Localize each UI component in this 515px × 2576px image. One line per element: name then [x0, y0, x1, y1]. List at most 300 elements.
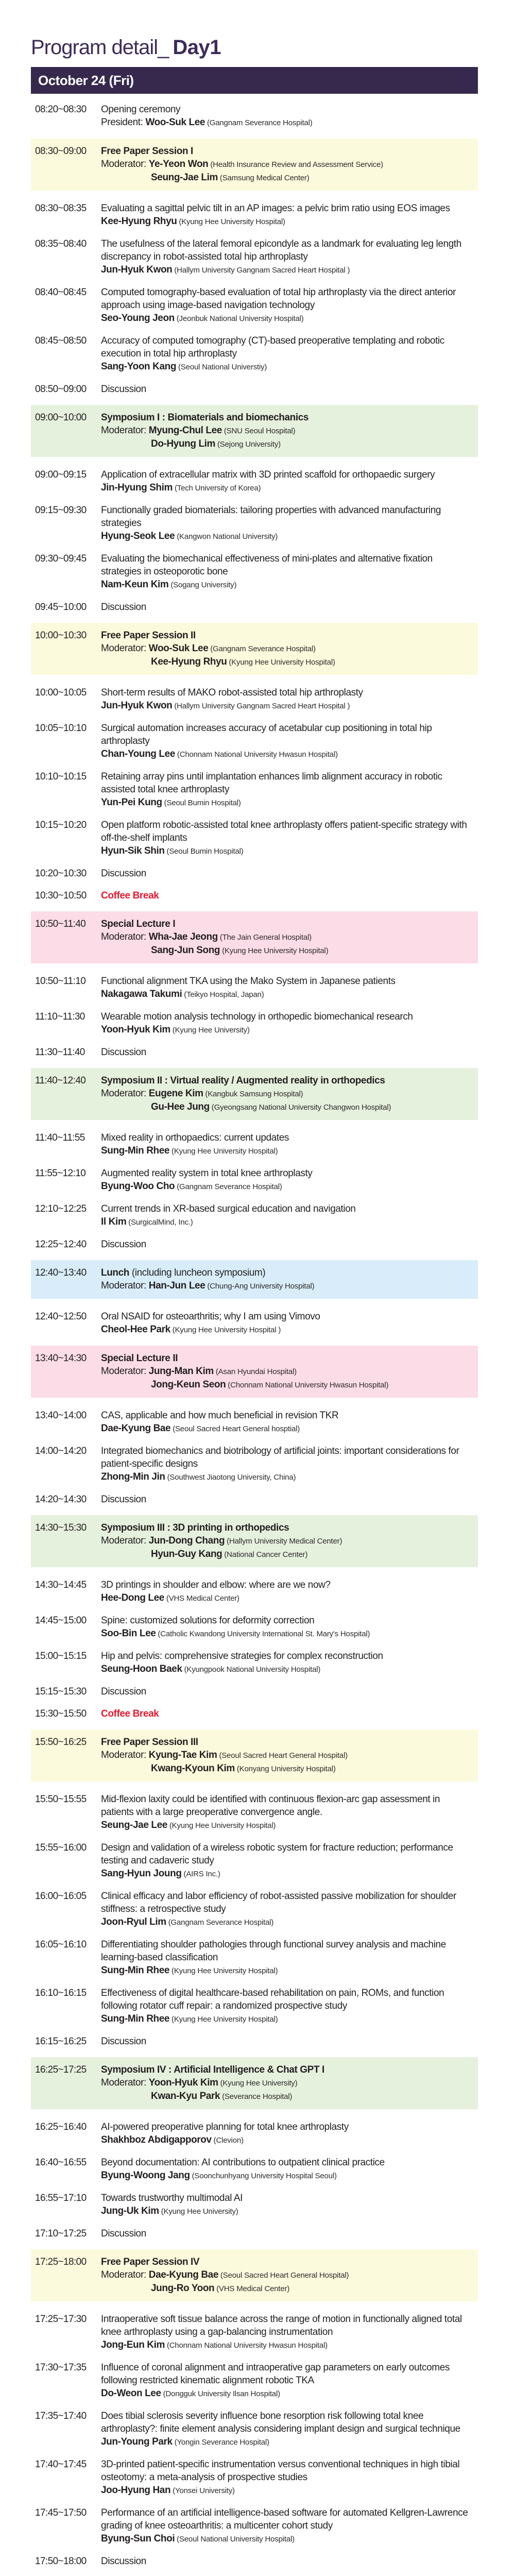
person-affiliation: (Kyung Hee University Hospital)	[169, 2015, 278, 2024]
row-content	[101, 1890, 478, 1929]
row-content	[101, 1614, 478, 1640]
moderator-line	[101, 1749, 475, 1762]
person-affiliation: (VHS Medical Center)	[214, 2284, 290, 2293]
person-name: Jung-Ro Yoon	[151, 2283, 215, 2294]
row-content	[101, 2410, 478, 2449]
time-range: 10:50~11:40	[35, 919, 86, 929]
time-range: 08:35~08:40	[35, 239, 87, 249]
row-content	[101, 629, 478, 669]
person-affiliation: (Sogang University)	[168, 581, 237, 589]
speaker-line	[101, 988, 475, 1001]
row-content	[101, 2361, 478, 2400]
person-name: Jun-Hyuk Kwon	[101, 700, 173, 711]
person-name: Yoon-Hyuk Kim	[148, 2077, 218, 2088]
moderator-line	[101, 2076, 475, 2090]
talk-title: Influence of coronal alignment and intraoperative gap parameters on early outcomes following restricted kinematic alignment robotic TKA	[101, 2362, 450, 2386]
person-name: Seo-Young Jeon	[101, 313, 175, 324]
person-name: Woo-Suk Lee	[148, 643, 209, 654]
coffee-break-label: Coffee Break	[101, 890, 159, 901]
time-range: 16:40~16:55	[35, 2157, 87, 2168]
person-affiliation: (Chonnam National University Hwasun Hospital)	[226, 1381, 389, 1389]
person-name: Sang-Yoon Kang	[101, 361, 177, 372]
person-affiliation: (Samsung Medical Center)	[217, 174, 310, 182]
person-affiliation: (Yongin Severance Hospital)	[172, 2438, 269, 2447]
session-title-text: Symposium IV : Artificial Intelligence & Chat GPT I	[101, 2064, 324, 2075]
time-range: 15:30~15:50	[35, 1708, 87, 1719]
person-affiliation: (Kyung Hee University Hospital)	[220, 946, 329, 955]
person-name: Joo-Hyung Han	[101, 2485, 171, 2496]
person-name: Wha-Jae Jeong	[148, 931, 218, 942]
schedule-row	[31, 1202, 478, 1229]
time-range: 08:40~08:45	[35, 287, 87, 298]
person-affiliation: (Kyung Hee University Hospital)	[169, 1967, 278, 1975]
row-content	[101, 1131, 478, 1158]
speaker-line	[101, 1100, 475, 1114]
moderator-line	[101, 642, 475, 655]
session-title	[101, 2063, 475, 2076]
person-name: Do-Weon Lee	[101, 2388, 161, 2399]
time-range: 12:40~13:40	[35, 1267, 87, 1278]
schedule-row	[31, 238, 478, 277]
schedule-row	[31, 1987, 478, 2026]
person-affiliation: (Sejong University)	[215, 440, 281, 449]
person-name: Shakhboz Abdigapporov	[101, 2134, 212, 2145]
person-affiliation: (Soonchunhyang University Hospital Seoul)	[190, 2172, 337, 2180]
schedule-row	[31, 819, 478, 858]
row-content	[101, 286, 478, 325]
person-role-prefix: Moderator:	[101, 1535, 149, 1546]
person-affiliation: (Hallym University Gangnam Sacred Heart Hospital )	[172, 266, 350, 275]
time-range: 15:00~15:15	[35, 1651, 87, 1662]
time-range: 10:30~10:50	[35, 890, 87, 901]
person-name: Hyun-Guy Kang	[151, 1549, 222, 1560]
person-affiliation: (Southwest Jiaotong University, China)	[165, 1473, 296, 1482]
talk-title: Short-term results of MAKO robot-assisted total hip arthroplasty	[101, 687, 363, 698]
person-affiliation: (Gangnam Severance Hospital)	[166, 1918, 274, 1927]
person-affiliation: (Chonnam National University Hwasun Hospital)	[164, 2341, 328, 2350]
talk-title: Beyond documentation: AI contributions to outpatient clinical practice	[101, 2157, 385, 2168]
talk-title: Evaluating the biomechanical effectiveness of mini-plates and alternative fixation strategies in osteoporotic bone	[101, 553, 433, 577]
person-name: Byung-Woong Jang	[101, 2170, 190, 2181]
row-content	[101, 975, 478, 1001]
time-range: 14:00~14:20	[35, 1446, 87, 1456]
person-role-prefix: Moderator:	[101, 425, 149, 436]
row-content	[101, 2506, 478, 2546]
person-name: Yun-Pei Kung	[101, 797, 162, 808]
row-content	[101, 1445, 478, 1484]
person-affiliation: (Hallym University Gangnam Sacred Heart Hospital )	[172, 702, 350, 710]
session-block-row	[31, 1346, 478, 1398]
schedule-row	[31, 334, 478, 374]
person-affiliation: (Jeonbuk National University Hospital)	[174, 314, 304, 323]
talk-title: Application of extracellular matrix with 3D printed scaffold for orthopaedic surgery	[101, 469, 435, 480]
person-name: Cheol-Hee Park	[101, 1324, 170, 1335]
person-affiliation: (Seoul Sacred Heart General Hospital)	[217, 1751, 348, 1760]
session-title-text: Free Paper Session III	[101, 1737, 198, 1748]
row-content	[101, 1167, 478, 1193]
schedule-row	[31, 1493, 478, 1506]
schedule-row	[31, 2555, 478, 2568]
talk-title: Intraoperative soft tissue balance across the range of motion in functionally aligned total knee arthroplasty using a gap-balancing instrumentation	[101, 2314, 462, 2337]
person-name: Kee-Hyung Rhyu	[101, 216, 177, 227]
schedule-row	[31, 1010, 478, 1037]
talk-title: 3D printings in shoulder and elbow: where are we now?	[101, 1580, 331, 1590]
person-affiliation: (Severance Hospital)	[220, 2092, 293, 2101]
person-affiliation: (Catholic Kwandong University International St. Mary's Hospital)	[156, 1630, 370, 1638]
schedule-row	[31, 103, 478, 129]
time-range: 15:50~15:55	[35, 1794, 87, 1805]
speaker-line	[101, 2435, 475, 2449]
talk-title: Opening ceremony	[101, 104, 181, 115]
person-affiliation: (Kangwon National University)	[175, 532, 278, 541]
person-affiliation: (Seoul Sacred Heart General Hospital)	[218, 2271, 349, 2280]
row-content	[101, 468, 478, 495]
time-range: 17:50~18:00	[35, 2556, 87, 2567]
time-range: 16:10~16:15	[35, 1988, 87, 1998]
talk-title: Discussion	[101, 868, 146, 879]
session-title	[101, 2256, 475, 2268]
time-range: 17:35~17:40	[35, 2411, 87, 2421]
time-range: 09:15~09:30	[35, 505, 87, 516]
person-name: Seung-Jae Lim	[151, 172, 218, 183]
person-name: Chan-Young Lee	[101, 749, 175, 759]
time-range: 15:15~15:30	[35, 1686, 87, 1697]
person-name: Seung-Jae Lee	[101, 1820, 167, 1831]
schedule-row	[31, 1938, 478, 1977]
row-content	[101, 504, 478, 543]
person-name: Soo-Bin Lee	[101, 1628, 156, 1639]
session-block-row	[31, 1730, 478, 1782]
session-block-row	[31, 1260, 478, 1299]
person-affiliation: (Chung-Ang University Hospital)	[205, 1282, 315, 1291]
schedule-row	[31, 1167, 478, 1193]
session-block-row	[31, 1515, 478, 1567]
person-affiliation: (Kyungpook National University Hospital)	[182, 1665, 321, 1674]
person-name: Sang-Jun Song	[151, 945, 220, 956]
time-range: 14:20~14:30	[35, 1494, 87, 1505]
moderator-line	[101, 1365, 475, 1378]
row-content	[101, 1736, 478, 1775]
talk-title: CAS, applicable and how much beneficial in revision TKR	[101, 1410, 339, 1421]
time-range: 10:15~10:20	[35, 820, 87, 831]
person-name: Hyun-Sik Shin	[101, 845, 165, 856]
schedule-row	[31, 2361, 478, 2400]
time-range: 15:50~16:25	[35, 1737, 87, 1748]
talk-title: Discussion	[101, 384, 146, 395]
row-content	[101, 145, 478, 184]
person-name: Kwan-Kyu Park	[151, 2091, 220, 2102]
time-range: 08:45~08:50	[35, 335, 87, 346]
talk-title: Evaluating a sagittal pelvic tilt in an AP images: a pelvic brim ratio using EOS images	[101, 203, 450, 214]
person-affiliation: (Kyung Hee University Hospital)	[177, 217, 285, 226]
row-content	[101, 2458, 478, 2497]
schedule-row	[31, 2035, 478, 2048]
speaker-line	[101, 578, 475, 591]
person-affiliation: (Kyung Hee University Hospital)	[227, 658, 335, 667]
session-title-text: Free Paper Session IV	[101, 2257, 200, 2267]
page-title-regular: Program detail_	[31, 36, 169, 59]
time-range: 17:30~17:35	[35, 2362, 87, 2373]
speaker-line	[101, 2338, 475, 2352]
time-range: 09:00~10:00	[35, 412, 87, 423]
session-block-row	[31, 1068, 478, 1120]
schedule-row	[31, 2313, 478, 2352]
page-title	[31, 0, 478, 59]
session-title	[101, 629, 475, 642]
talk-title: AI-powered preoperative planning for total knee arthroplasty	[101, 2122, 349, 2132]
session-title	[101, 918, 475, 930]
talk-title: Discussion	[101, 1239, 146, 1250]
talk-title: 3D-printed patient-specific instrumentation versus conventional techniques in high tibial osteotomy: a meta-analysis of prospective studies	[101, 2459, 460, 2483]
row-content	[101, 1707, 478, 1720]
page-title-day: Day1	[173, 36, 221, 59]
person-affiliation: (VHS Medical Center)	[164, 1594, 239, 1603]
talk-title: Open platform robotic-assisted total knee arthroplasty offers patient-specific strategy with off-the-shelf implants	[101, 820, 467, 843]
row-content	[101, 238, 478, 277]
session-block-row	[31, 2249, 478, 2301]
person-name: Jung-Uk Kim	[101, 2206, 159, 2216]
person-name: Myung-Chul Lee	[148, 425, 222, 436]
person-affiliation: (Teikyo Hospital, Japan)	[182, 990, 264, 999]
row-content	[101, 411, 478, 451]
speaker-line	[101, 1180, 475, 1193]
person-name: Sang-Hyun Joung	[101, 1868, 182, 1879]
person-role-prefix: Moderator:	[101, 2077, 149, 2088]
schedule-row	[31, 889, 478, 902]
row-content	[101, 686, 478, 713]
time-range: 16:25~17:25	[35, 2064, 87, 2075]
schedule-row	[31, 1238, 478, 1251]
time-range: 10:00~10:05	[35, 687, 87, 698]
speaker-line	[101, 1023, 475, 1037]
person-name: Yoon-Hyuk Kim	[101, 1024, 170, 1035]
person-name: Jun-Dong Chang	[148, 1535, 225, 1546]
row-content	[101, 2313, 478, 2352]
person-role-prefix: Moderator:	[101, 931, 149, 942]
speaker-line	[101, 748, 475, 761]
row-content	[101, 722, 478, 761]
session-title	[101, 1736, 475, 1749]
person-affiliation: (Gangnam Severance Hospital)	[205, 118, 313, 127]
time-range: 11:40~11:55	[35, 1132, 85, 1143]
moderator-line	[101, 1534, 475, 1548]
row-content	[101, 601, 478, 614]
schedule-row	[31, 468, 478, 495]
speaker-line	[101, 263, 475, 277]
row-content	[101, 2035, 478, 2048]
schedule-row	[31, 1685, 478, 1698]
row-content	[101, 889, 478, 902]
speaker-line	[101, 1470, 475, 1484]
session-title-text: Symposium III : 3D printing in orthopedics	[101, 1522, 289, 1533]
content-area	[31, 0, 478, 2568]
session-block-row	[31, 405, 478, 457]
time-range: 16:55~17:10	[35, 2193, 87, 2204]
row-content	[101, 103, 478, 129]
speaker-line	[101, 2387, 475, 2400]
person-affiliation: (Seoul Sacred Heart General hosptial)	[170, 1425, 300, 1433]
person-name: Il Kim	[101, 1216, 127, 1227]
session-block-row	[31, 139, 478, 191]
schedule-row	[31, 1793, 478, 1832]
talk-title: Clinical efficacy and labor efficiency of robot-assisted passive mobilization for shoulder stiffness: a retrospective study	[101, 1891, 456, 1914]
row-content	[101, 1493, 478, 1506]
session-block-row	[31, 623, 478, 675]
time-range: 14:30~15:30	[35, 1522, 87, 1533]
schedule-row	[31, 867, 478, 880]
time-range: 10:05~10:10	[35, 723, 87, 734]
time-range: 10:50~11:10	[35, 976, 86, 987]
row-content	[101, 1409, 478, 1435]
moderator-line	[101, 424, 475, 437]
row-content	[101, 1010, 478, 1037]
talk-title: Design and validation of a wireless robotic system for fracture reduction; performance testing and cadaveric study	[101, 1842, 453, 1866]
row-content	[101, 770, 478, 809]
talk-title: Augmented reality system in total knee arthroplasty	[101, 1168, 313, 1179]
person-name: Byung-Sun Choi	[101, 2533, 175, 2544]
talk-title: Wearable motion analysis technology in orthopedic biomechanical research	[101, 1011, 413, 1022]
person-affiliation: (Clevion)	[211, 2136, 244, 2145]
row-content	[101, 1266, 478, 1293]
person-name: Sung-Min Rhee	[101, 1145, 170, 1156]
schedule-row	[31, 1445, 478, 1484]
schedule-row	[31, 1131, 478, 1158]
schedule-row	[31, 1841, 478, 1880]
schedule-row	[31, 1614, 478, 1640]
schedule-row	[31, 1046, 478, 1059]
talk-title: Mid-flexion laxity could be identified with continuous flexion-arc gap assessment in patients with a large preoperative convergence angle.	[101, 1794, 440, 1818]
talk-title: Discussion	[101, 1686, 146, 1697]
person-name: Joon-Ryul Lim	[101, 1917, 166, 1927]
person-name: Zhong-Min Jin	[101, 1471, 165, 1482]
schedule-row	[31, 2121, 478, 2147]
person-name: Jong-Keun Seon	[151, 1379, 226, 1390]
person-affiliation: (Kyung Hee University Hospital)	[167, 1821, 276, 1830]
person-name: Eugene Kim	[148, 1088, 203, 1099]
talk-title: Functional alignment TKA using the Mako System in Japanese patients	[101, 976, 396, 987]
time-range: 13:40~14:30	[35, 1353, 87, 1364]
person-name: Jun-Young Park	[101, 2436, 173, 2447]
person-name: Nakagawa Takumi	[101, 989, 182, 999]
schedule-row	[31, 1890, 478, 1929]
person-affiliation: (Asan Hyundai Hospital)	[213, 1367, 297, 1376]
person-affiliation: (Konyang University Hospital)	[234, 1765, 336, 1773]
time-range: 12:10~12:25	[35, 1204, 87, 1214]
time-range: 16:25~16:40	[35, 2122, 87, 2132]
session-title-text: Symposium II : Virtual reality / Augmented reality in orthopedics	[101, 1075, 385, 1086]
session-title-text: Symposium I : Biomaterials and biomechanics	[101, 412, 309, 423]
person-affiliation: (Gyeongsang National University Changwon Hospital)	[209, 1103, 391, 1112]
person-affiliation: (Kyung Hee University)	[218, 2079, 298, 2088]
person-name: Sung-Min Rhee	[101, 1965, 170, 1976]
time-range: 17:45~17:50	[35, 2507, 87, 2518]
person-affiliation: (Seoul Bumin Hospital)	[162, 799, 241, 807]
person-name: Do-Hyung Lim	[151, 438, 216, 449]
row-content	[101, 1074, 478, 1114]
coffee-break-label: Coffee Break	[101, 1708, 159, 1719]
time-range: 09:00~09:15	[35, 469, 87, 480]
schedule-row	[31, 202, 478, 228]
person-role-prefix: Moderator:	[101, 159, 149, 170]
time-range: 08:20~08:30	[35, 104, 87, 115]
speaker-line	[101, 360, 475, 374]
speaker-line	[101, 1144, 475, 1158]
time-range: 12:40~12:50	[35, 1311, 87, 1322]
time-range: 12:25~12:40	[35, 1239, 87, 1250]
person-affiliation: (Gangnam Severance Hospital)	[208, 645, 316, 653]
person-name: Kee-Hyung Rhyu	[151, 656, 227, 667]
session-title	[101, 1352, 475, 1365]
row-content	[101, 867, 478, 880]
time-range: 16:00~16:05	[35, 1891, 87, 1902]
session-title-text: Special Lecture I	[101, 919, 176, 929]
speaker-line	[101, 2282, 475, 2295]
session-block-row	[31, 911, 478, 963]
row-content	[101, 819, 478, 858]
speaker-line	[101, 699, 475, 713]
time-range: 11:30~11:40	[35, 1047, 85, 1058]
row-content	[101, 1685, 478, 1698]
row-content	[101, 2121, 478, 2147]
speaker-line	[101, 944, 475, 957]
talk-title: Differentiating shoulder pathologies through functional survey analysis and machine learning-based classification	[101, 1939, 446, 1963]
session-block-row	[31, 2057, 478, 2109]
speaker-line	[101, 655, 475, 669]
speaker-line	[101, 1591, 475, 1605]
time-range: 10:20~10:30	[35, 868, 87, 879]
person-affiliation: (Hallym University Medical Center)	[225, 1537, 342, 1546]
schedule-row	[31, 1707, 478, 1720]
talk-title: Spine: customized solutions for deformity correction	[101, 1615, 315, 1626]
talk-title: Oral NSAID for osteoarthritis; why I am using Vimovo	[101, 1311, 320, 1322]
person-name: Hyung-Seok Lee	[101, 531, 175, 541]
person-name: Dae-Kyung Bae	[148, 2269, 218, 2280]
row-content	[101, 1202, 478, 1229]
speaker-line	[101, 171, 475, 184]
row-content	[101, 1521, 478, 1561]
person-affiliation: (Yonsei University)	[170, 2486, 235, 2495]
time-range: 15:55~16:00	[35, 1842, 87, 1853]
row-content	[101, 2555, 478, 2568]
row-content	[101, 1650, 478, 1676]
row-content	[101, 2227, 478, 2240]
speaker-line	[101, 1378, 475, 1392]
time-range: 11:40~12:40	[35, 1075, 86, 1086]
schedule-row	[31, 552, 478, 591]
time-range: 08:30~09:00	[35, 146, 87, 157]
person-name: Hee-Dong Lee	[101, 1592, 164, 1603]
schedule-row	[31, 1579, 478, 1605]
person-name: Jun-Hyuk Kwon	[101, 264, 173, 275]
schedule-row	[31, 504, 478, 543]
session-title-text: Free Paper Session II	[101, 630, 196, 641]
person-role-prefix: Moderator:	[101, 1088, 149, 1099]
time-range: 08:50~09:00	[35, 384, 87, 395]
talk-title: Accuracy of computed tomography (CT)-based preoperative templating and robotic execution in total hip arthroplasty	[101, 335, 444, 359]
speaker-line	[101, 2205, 475, 2218]
time-range: 09:45~10:00	[35, 602, 87, 613]
person-name: Byung-Woo Cho	[101, 1181, 175, 1192]
row-content	[101, 2192, 478, 2218]
time-range: 16:05~16:10	[35, 1939, 87, 1950]
row-content	[101, 1046, 478, 1059]
schedule-row	[31, 2458, 478, 2497]
schedule-row	[31, 1409, 478, 1435]
schedule-row	[31, 286, 478, 325]
talk-title: Does tibial sclerosis severity influence bone resorption risk following total knee arthroplasty?: finite element analysis considering implant design and surgical technique	[101, 2411, 460, 2434]
speaker-line	[101, 1323, 475, 1336]
speaker-line	[101, 844, 475, 858]
